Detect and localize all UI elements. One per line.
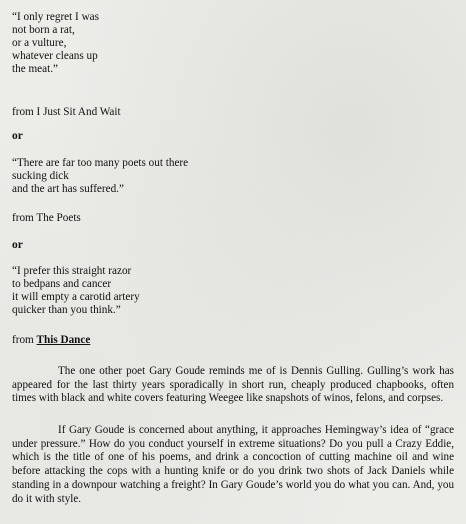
quote-line: “There are far too many poets out there xyxy=(12,157,189,169)
separator-or-1: or xyxy=(12,130,23,142)
paragraph-text: The one other poet Gary Goude reminds me of is Dennis Gulling. Gulling’s work has appeared for the last thirty years sporadically in short run, cheaply produced chapbooks, often times with black and white covers featuring Weegee like snapshots of winos, felons, and corpses. xyxy=(12,365,454,405)
quote-line: “I only regret I was xyxy=(12,11,99,23)
quote-1-source: from I Just Sit And Wait xyxy=(12,106,121,118)
quote-line: whatever cleans up xyxy=(12,50,98,62)
quote-line: quicker than you think.” xyxy=(12,304,121,316)
source-title: This Dance xyxy=(36,334,91,346)
quote-line: it will empty a carotid artery xyxy=(12,291,140,303)
body-paragraph-2 xyxy=(12,424,454,506)
quote-3-source xyxy=(12,334,90,346)
quote-line: not born a rat, xyxy=(12,24,75,36)
quote-line: or a vulture, xyxy=(12,37,67,49)
quote-2-source: from The Poets xyxy=(12,212,81,224)
quote-line: the meat.” xyxy=(12,63,58,75)
separator-or-2: or xyxy=(12,239,23,251)
quote-1 xyxy=(12,11,99,76)
paragraph-text: If Gary Goude is concerned about anything, it approaches Hemingway’s idea of “grace under pressure.” How do you conduct yourself in extreme situations? Do you pull a Crazy Eddie, which is the title of one of his poems, and drink a concoction of cutting machine oil and wine before attacking the cops with a hunting knife or do you drink two shots of Jack Daniels while standing in a downpour watching a freight? In Gary Goude’s world you do what you can. And, you do it with style. xyxy=(12,424,454,505)
quote-2 xyxy=(12,157,188,196)
body-paragraph-1 xyxy=(12,365,454,406)
quote-line: “I prefer this straight razor xyxy=(12,265,132,277)
quote-line: and the art has suffered.” xyxy=(12,183,124,195)
source-prefix: from xyxy=(12,334,37,346)
quote-line: sucking dick xyxy=(12,170,69,182)
quote-line: to bedpans and cancer xyxy=(12,278,112,290)
quote-3 xyxy=(12,265,140,317)
